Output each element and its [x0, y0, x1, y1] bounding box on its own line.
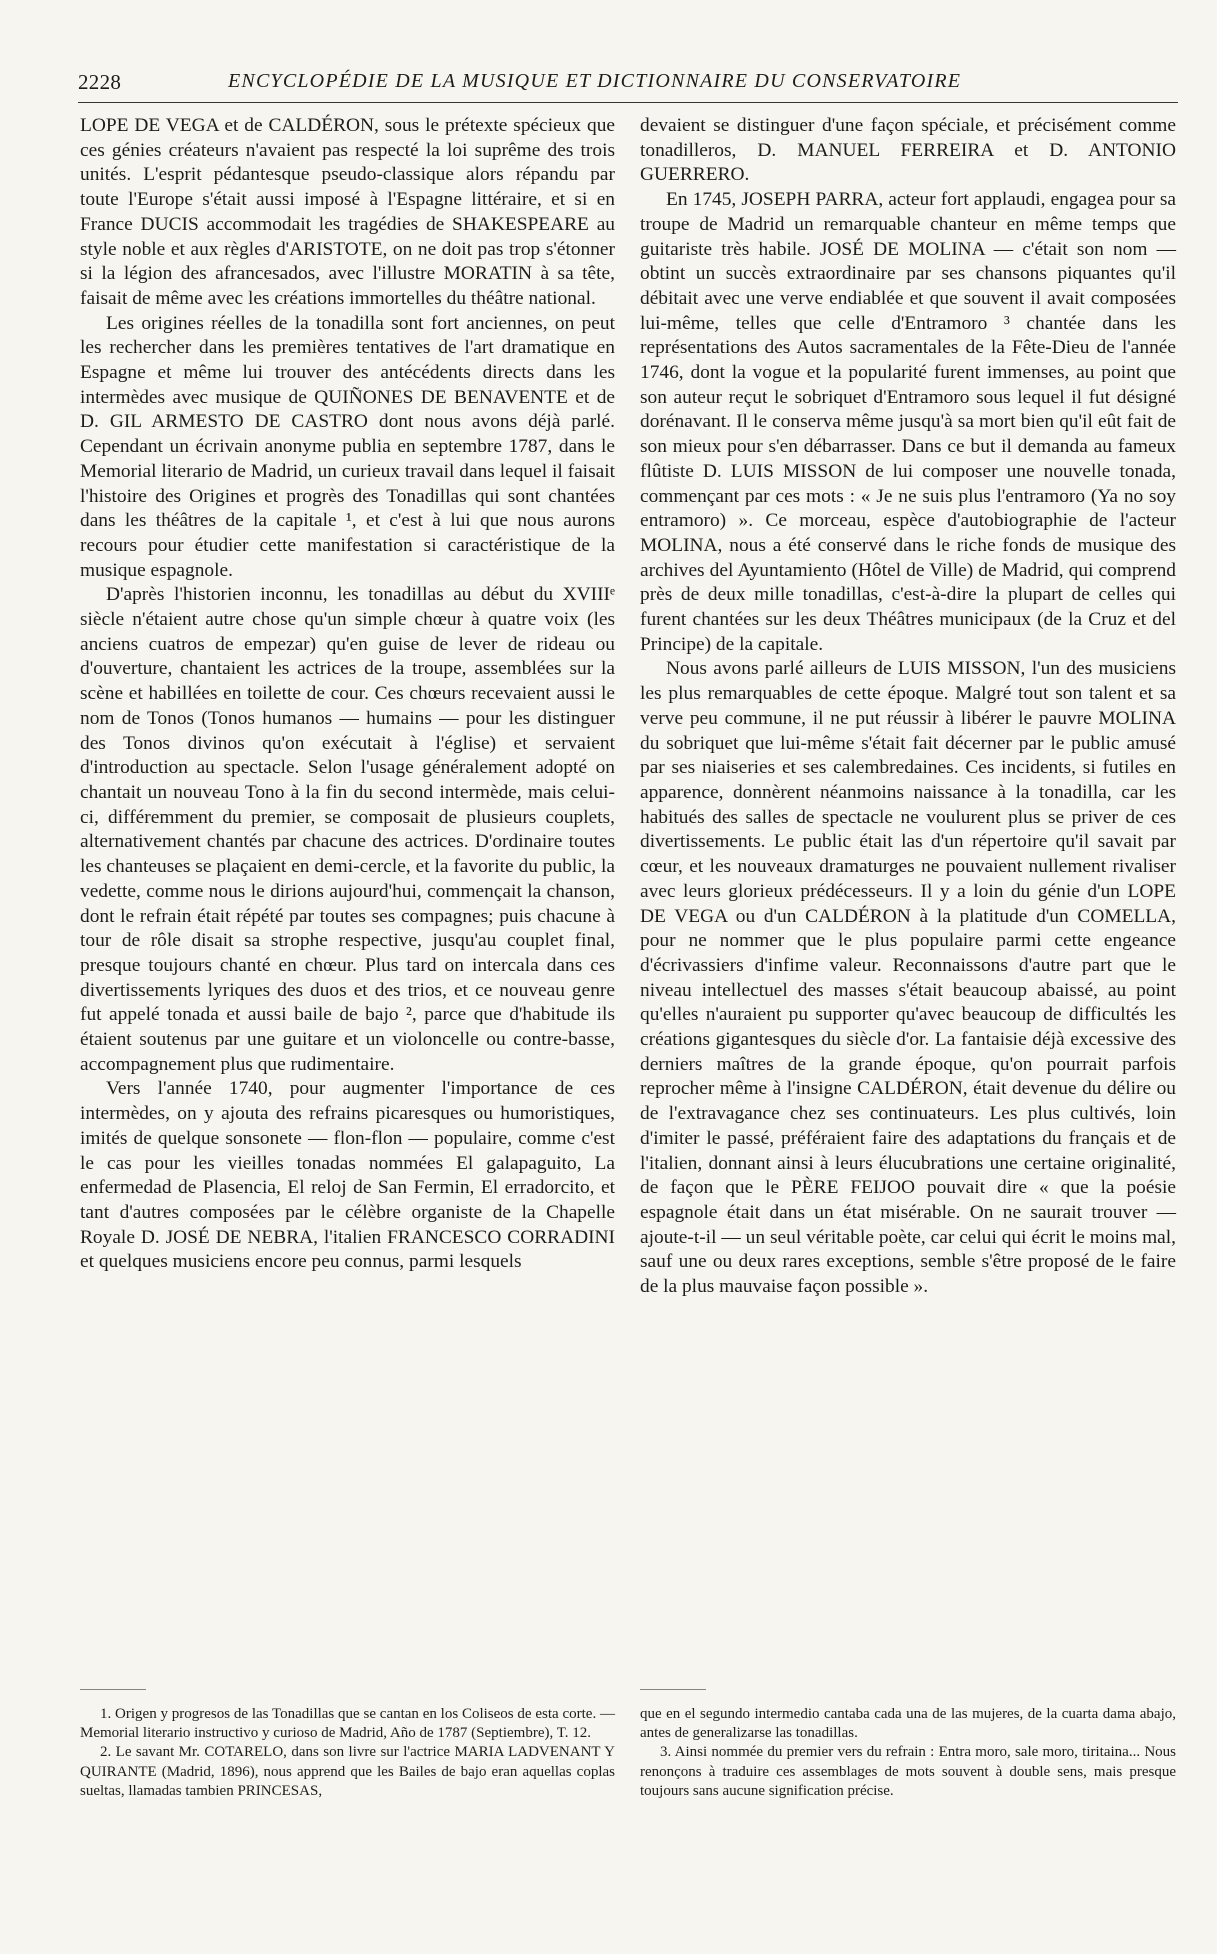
footnote: 1. Origen y progresos de las Tonadillas que se cantan en los Coliseos de esta corte. — Memorial literario instructivo y curioso de Madrid, Año de 1787 (Septiembre), T. 12. [80, 1706, 615, 1742]
footnote: 3. Ainsi nommée du premier vers du refrain : Entra moro, sale moro, tiritaina... Nous renonçons à traduire ces assemblages de mots souvent à double sens, mais presque toujours sans aucune signification précise. [640, 1744, 1176, 1799]
paragraph: Les origines réelles de la tonadilla sont fort anciennes, on peut les rechercher dans les premières tentatives de l'art dramatique en Espagne et même lui trouver des antécédents directs dans les intermèdes avec musique de QUIÑONES DE BENAVENTE et de D. GIL ARMESTO DE CASTRO dont nous avons déjà parlé. Cependant un écrivain anonyme publia en septembre 1787, dans le Memorial literario de Madrid, un curieux travail dans lequel il faisait l'histoire des Origines et progrès des Tonadillas qui sont chantées dans les théâtres de la capitale ¹, et c'est à lui que nous aurons recours pour étudier cette manifestation si caractéristique de la musique espagnole. [80, 312, 615, 581]
page-number: 2228 [78, 70, 122, 94]
paragraph: D'après l'historien inconnu, les tonadillas au début du XVIIIᵉ siècle n'étaient autre chose qu'un simple chœur à quatre voix (les anciens cuatros de empezar) qu'en guise de lever de rideau ou d'ouverture, chantaient les actrices de la troupe, assemblées sur la scène et habillées en toilette de cour. Ces chœurs recevaient aussi le nom de Tonos (Tonos humanos — humains — pour les distinguer des Tonos divinos qu'on exécutait à l'église) et servaient d'introduction au spectacle. Selon l'usage généralement adopté on chantait un nouveau Tono à la fin du second intermède, mais celui-ci, différemment du premier, se composait de plusieurs couplets, alternativement chantés par chacune des actrices. D'ordinaire toutes les chanteuses se plaçaient en demi-cercle, et la favorite du public, la vedette, comme nous le dirions aujourd'hui, commençait la chanson, dont le refrain était répété par toutes ses compagnes; puis chacune à tour de rôle disait sa strophe respective, jusqu'au couplet final, presque toujours chanté en chœur. Plus tard on intercala dans ces divertissements lyriques des duos et des trios, et ce nouveau genre fut appelé tonada et aussi baile de bajo ², parce que d'habitude ils étaient soutenus par une guitare et un violoncelle ou contre-basse, accompagnement plus que rudimentaire. [80, 584, 615, 1075]
page-header [78, 70, 1178, 100]
paragraph: LOPE DE VEGA et de CALDÉRON, sous le prétexte spécieux que ces génies créateurs n'avaient pas respecté la loi suprême des trois unités. L'esprit pédantesque pseudo-classique alors répandu par toute l'Europe s'était aussi imposé à l'Espagne littéraire, et si en France DUCIS accommodait les tragédies de SHAKESPEARE au style noble et aux règles d'ARISTOTE, on ne doit pas trop s'étonner si la légion des afrancesados, avec l'illustre MORATIN à sa tête, faisait de même avec les créations immortelles du théâtre national. [80, 115, 615, 309]
footnote-rule [640, 1689, 706, 1690]
footnotes-left [80, 1705, 615, 1801]
paragraph: Nous avons parlé ailleurs de LUIS MISSON, l'un des musiciens les plus remarquables de cette époque. Malgré tout son talent et sa verve peu commune, il ne put réussir à libérer le pauvre MOLINA du sobriquet que lui-même s'était fait décerner par le public amusé par ses niaiseries et ses calembredaines. Ces incidents, si futiles en apparence, donnèrent néanmoins naissance à la tonadilla, car les habitués des salles de spectacle ne voulurent plus se priver de ces divertissements. Le public était las d'un répertoire qu'il savait par cœur, et les nouveaux dramaturges ne pouvaient nullement rivaliser avec leurs glorieux prédécesseurs. Il y a loin du génie d'un LOPE DE VEGA ou d'un CALDÉRON à la platitude d'un COMELLA, pour ne nommer que le plus populaire parmi cette engeance d'écrivassiers d'infime valeur. Reconnaissons d'autre part que le niveau intellectuel des masses s'était beaucoup abaissé, au point qu'elles n'auraient pu supporter qu'avec beaucoup de difficultés les créations gigantesques du siècle d'or. La fantaisie déjà excessive des derniers maîtres de la grande époque, qu'on pourrait parfois reprocher même à l'insigne CALDÉRON, était devenue du délire ou de l'extravagance chez ses continuateurs. Les plus cultivés, loin d'imiter le passé, préféraient faire des adaptations du français et de l'italien, donnant ainsi à leurs élucubrations une certaine originalité, de façon que le PÈRE FEIJOO pouvait dire « que la poésie espagnole était dans un état misérable. On ne saurait trouver — ajoute-t-il — un seul véritable poète, car celui qui écrit le moins mal, sauf une ou deux rares exceptions, semble s'être proposé de le faire de la plus mauvaise façon possible ». [640, 658, 1176, 1298]
paragraph: En 1745, JOSEPH PARRA, acteur fort applaudi, engagea pour sa troupe de Madrid un remarquable chanteur en même temps que guitariste très habile. JOSÉ DE MOLINA — c'était son nom — obtint un succès extraordinaire par ses chansons piquantes qu'il débitait avec une verve endiablée et que souvent il avait composées lui-même, telles que celle d'Entramoro ³ chantée dans les représentations des Autos sacramentales de la Fête-Dieu de l'année 1746, dont la vogue et la popularité furent immenses, au point que son auteur reçut le sobriquet d'Entramoro sous lequel il fut désigné dorénavant. Il le conserva même jusqu'à sa mort bien qu'il eût fait de son mieux pour s'en débarrasser. Dans ce but il demanda au fameux flûtiste D. LUIS MISSON de lui composer une nouvelle tonada, commençant par ces mots : « Je ne suis plus l'entramoro (Ya no soy entramoro) ». Ce morceau, espèce d'autobiographie de l'acteur MOLINA, nous a été conservé dans le riche fonds de musique des archives del Ayuntamiento (Hôtel de Ville) de Madrid, qui comprend près de deux mille tonadillas, c'est-à-dire la plupart de celles qui furent chantées sur les deux Théâtres municipaux (de la Cruz et del Principe) de la capitale. [640, 189, 1176, 655]
paragraph: Vers l'année 1740, pour augmenter l'importance de ces intermèdes, on y ajouta des refrains picaresques ou humoristiques, imités de quelque sonsonete — flon-flon — populaire, comme c'est le cas pour les vieilles tonadas nommées El galapaguito, La enfermedad de Plasencia, El reloj de San Fermin, El erradorcito, et tant d'autres composées par le célèbre organiste de la Chapelle Royale D. JOSÉ DE NEBRA, l'italien FRANCESCO CORRADINI et quelques musiciens encore peu connus, parmi lesquels [80, 1078, 615, 1273]
paragraph: devaient se distinguer d'une façon spéciale, et précisément comme tonadilleros, D. MANUEL FERREIRA et D. ANTONIO GUERRERO. [640, 115, 1176, 186]
footnote-continuation: que en el segundo intermedio cantaba cada una de las mujeres, de la cuarta dama abajo, antes de generalizarse las tonadillas. [640, 1706, 1176, 1742]
right-column [640, 114, 1176, 1300]
running-title: ENCYCLOPÉDIE DE LA MUSIQUE ET DICTIONNAIRE DU CONSERVATOIRE [228, 70, 962, 92]
footnotes-right [640, 1705, 1176, 1801]
footnote-rule [80, 1689, 146, 1690]
left-column [80, 114, 615, 1275]
header-rule [78, 102, 1178, 103]
footnote: 2. Le savant Mr. COTARELO, dans son livre sur l'actrice MARIA LADVENANT Y QUIRANTE (Madrid, 1896), nous apprend que les Bailes de bajo eran aquellas coplas sueltas, llamadas tambien PRINCESAS, [80, 1744, 615, 1799]
